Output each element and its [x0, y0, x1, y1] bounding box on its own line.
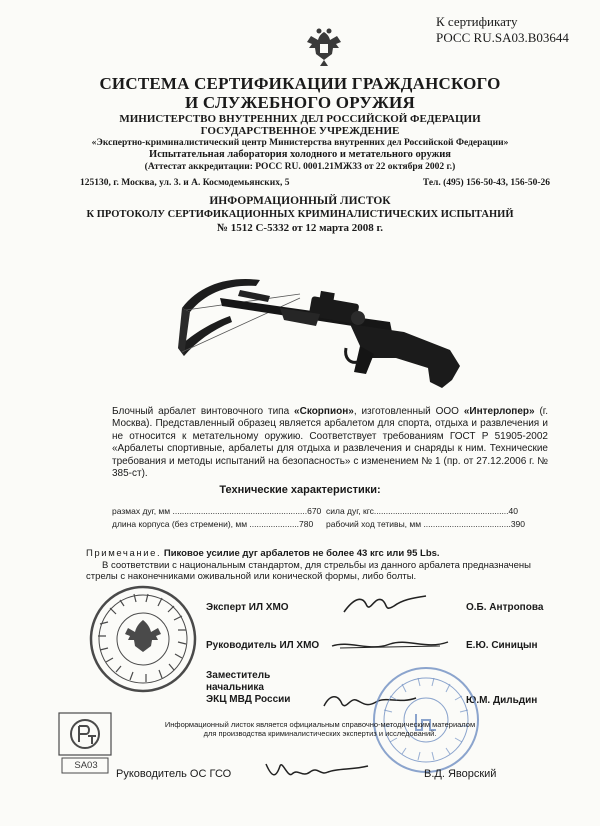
protocol-number: № 1512 С-5332 от 12 марта 2008 г.: [216, 222, 384, 234]
crossbow-photo: [160, 262, 470, 402]
lab-head-name: Е.Ю. Синицын: [466, 640, 538, 651]
spec-span: [112, 506, 321, 516]
product-description: [112, 406, 548, 480]
spec-value: 780: [299, 519, 314, 529]
deputy-name: Ю.М. Дильдин: [466, 695, 538, 706]
certificate-reference: [436, 14, 586, 46]
system-title-line-2: И СЛУЖЕБНОГО ОРУЖИЯ: [185, 93, 415, 112]
deputy-role-line-3: ЭКЦ МВД России: [206, 694, 291, 705]
desc-text-a: Блочный арбалет винтовочного типа: [112, 406, 295, 417]
ministry-block: [60, 113, 540, 173]
address: 125130, г. Москва, ул. 3. и А. Космодемьянских, 5: [80, 178, 290, 188]
manufacturer-name: «Интерлопер»: [463, 406, 535, 417]
ministry-line-4: Испытательная лаборатория холодного и метательного оружия: [149, 149, 451, 160]
ministry-line-2: ГОСУДАРСТВЕННОЕ УЧРЕЖДЕНИЕ: [200, 125, 400, 137]
footer-note: [120, 720, 520, 738]
lab-head-role: Руководитель ИЛ ХМО: [206, 640, 320, 651]
footer-note-line-1: Информационный листок является официальным справочно-методическим материалом: [164, 720, 476, 729]
signature-lab-head: [330, 634, 450, 656]
spec-draw-weight: [326, 506, 518, 516]
footer-note-line-2: для производства криминалистических экспертиз и исследований.: [203, 729, 437, 738]
product-name: «Скорпион»: [294, 406, 354, 417]
cert-number: РОСС RU.SA03.B03644: [436, 30, 569, 45]
info-sheet-subtitle: К ПРОТОКОЛУ СЕРТИФИКАЦИОННЫХ КРИМИНАЛИСТИЧЕСКИХ ИСПЫТАНИЙ: [86, 209, 514, 220]
deputy-role-line-2: начальника: [206, 682, 264, 693]
deputy-role: [206, 670, 290, 706]
spec-value: 40: [508, 506, 519, 516]
spec-value: 390: [510, 519, 526, 529]
ministry-round-seal: [88, 584, 198, 694]
note-text: В соответствии с национальным стандартом, для стрельбы из данного арбалета предназначены стрелы с наконечниками оживальной или конической формы, либо болты.: [86, 559, 531, 582]
phone: Тел. (495) 156-50-43, 156-50-26: [422, 178, 550, 188]
deputy-role-line-1: Заместитель: [206, 670, 271, 681]
expert-name: О.Б. Антропова: [466, 602, 544, 613]
note-label: Примечание.: [86, 548, 162, 559]
spec-power-stroke: [326, 519, 525, 529]
spec-label: рабочий ход тетивы, мм .....................................: [326, 519, 511, 529]
spec-label: длина корпуса (без стремени), мм .....................: [112, 519, 300, 529]
os-head-role: Руководитель ОС ГСО: [116, 768, 232, 780]
ministry-line-3: «Экспертно-криминалистический центр Министерства внутренних дел Российской Федерации»: [91, 138, 509, 148]
note-block: [86, 548, 556, 583]
spec-label: размах дуг, мм .........................................................: [112, 506, 308, 516]
spec-value: 670: [307, 506, 322, 516]
specs-title: Технические характеристики:: [219, 484, 381, 496]
desc-text-c: (г. Москва). Представленный образец является арбалетом для спорта, отдыха и развлечения и не относится к метательному оружию. Соответствует требованиям ГОСТ Р 51905-2002 «Арбалеты спортивные, арбалеты для отдыха и развлечения и снаряды к ним. Технические требования и методы испытаний на безопасность» с изменением № 1 (пр. от 27.12.2006 г. № 385-ст).: [112, 406, 548, 480]
signature-os-head: [262, 756, 372, 782]
info-sheet-title: ИНФОРМАЦИОННЫЙ ЛИСТОК: [209, 195, 391, 207]
eagle-emblem-icon: [303, 26, 345, 70]
note-peak-force: Пиковое усилие дуг арбалетов не более 43 кгс или 95 Lbs.: [161, 548, 440, 559]
spec-label: сила дуг, кгс.........................................................: [326, 506, 509, 516]
cert-label: К сертификату: [436, 14, 518, 29]
desc-text-b: , изготовленный ООО: [353, 406, 464, 417]
system-title-line-1: СИСТЕМА СЕРТИФИКАЦИИ ГРАЖДАНСКОГО: [99, 74, 501, 93]
spec-body-length: [112, 519, 313, 529]
signature-expert: [340, 590, 430, 620]
os-head-name: В.Д. Яворский: [424, 768, 497, 780]
rst-logo-code: SA03: [74, 760, 98, 771]
expert-role: Эксперт ИЛ ХМО: [206, 602, 289, 613]
ministry-line-1: МИНИСТЕРСТВО ВНУТРЕННИХ ДЕЛ РОССИЙСКОЙ ФЕДЕРАЦИИ: [119, 113, 481, 125]
ministry-line-5: (Аттестат аккредитации: РОСС RU. 0001.21МЖ33 от 22 октября 2002 г.): [144, 162, 456, 172]
system-title: [0, 74, 600, 112]
